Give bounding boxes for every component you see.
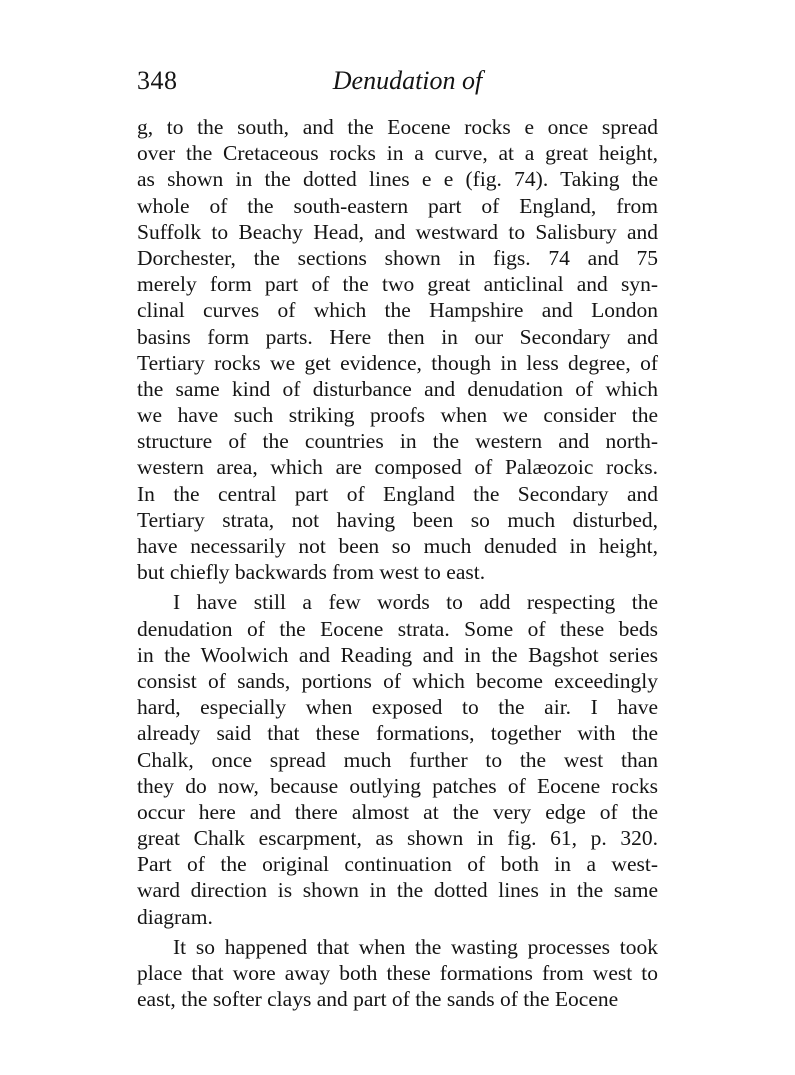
text-line: basins form parts. Here then in our Secondary and	[137, 324, 658, 349]
text-line: merely form part of the two great anticlinal and syn-	[137, 272, 658, 297]
paragraph	[137, 589, 658, 929]
text-line: clinal curves of which the Hampshire and London	[137, 298, 658, 323]
text-line: have necessarily not been so much denuded in height,	[137, 534, 658, 558]
running-title: Denudation of	[332, 66, 483, 95]
text-line: Tertiary strata, not having been so much disturbed,	[137, 507, 658, 532]
paragraph	[137, 934, 658, 1013]
paragraph	[137, 114, 658, 585]
text-line: denudation of the Eocene strata. Some of these beds	[137, 616, 658, 641]
text-line: we have such striking proofs when we consider the	[137, 403, 658, 428]
text-line: east, the softer clays and part of the sands of the Eocene	[137, 987, 619, 1012]
page-header	[137, 66, 658, 106]
text-line: consist of sands, portions of which become exceedingly	[137, 668, 658, 693]
text-line: g, to the south, and the Eocene rocks e once spread	[137, 115, 658, 139]
text-line: hard, especially when exposed to the air. I have	[137, 695, 658, 720]
text-line: place that wore away both these formations from west to	[137, 961, 658, 985]
text-line: structure of the countries in the western and north-	[137, 429, 658, 454]
text-line: I have still a few words to add respecting the	[173, 590, 658, 615]
text-line: Tertiary rocks we get evidence, though in less degree, of	[137, 350, 658, 375]
text-line: as shown in the dotted lines e e (fig. 74). Taking the	[137, 167, 658, 192]
text-line: they do now, because outlying patches of Eocene rocks	[137, 773, 658, 798]
text-line: the same kind of disturbance and denudation of which	[137, 376, 658, 401]
text-line: Dorchester, the sections shown in figs. 74 and 75	[137, 245, 658, 270]
text-line: in the Woolwich and Reading and in the Bagshot series	[137, 642, 658, 667]
text-line: already said that these formations, together with the	[137, 721, 658, 746]
text-line: Chalk, once spread much further to the west than	[137, 747, 658, 772]
text-line: In the central part of England the Secondary and	[137, 481, 658, 506]
text-line: whole of the south-eastern part of England, from	[137, 193, 658, 218]
text-line: western area, which are composed of Palæozoic rocks.	[137, 455, 658, 480]
text-line: It so happened that when the wasting processes took	[173, 934, 658, 959]
text-line: but chiefly backwards from west to east.	[137, 560, 486, 585]
text-line: Part of the original continuation of both in a west-	[137, 852, 658, 877]
page-number: 348	[137, 66, 178, 95]
text-line: occur here and there almost at the very edge of the	[137, 799, 658, 824]
body-text	[137, 114, 658, 1012]
text-line: Suffolk to Beachy Head, and westward to Salisbury and	[137, 219, 658, 244]
text-line: over the Cretaceous rocks in a curve, at a great height,	[137, 141, 658, 166]
text-line: great Chalk escarpment, as shown in fig. 61, p. 320.	[137, 826, 658, 851]
text-line: diagram.	[137, 904, 213, 929]
text-line: ward direction is shown in the dotted lines in the same	[137, 878, 658, 903]
